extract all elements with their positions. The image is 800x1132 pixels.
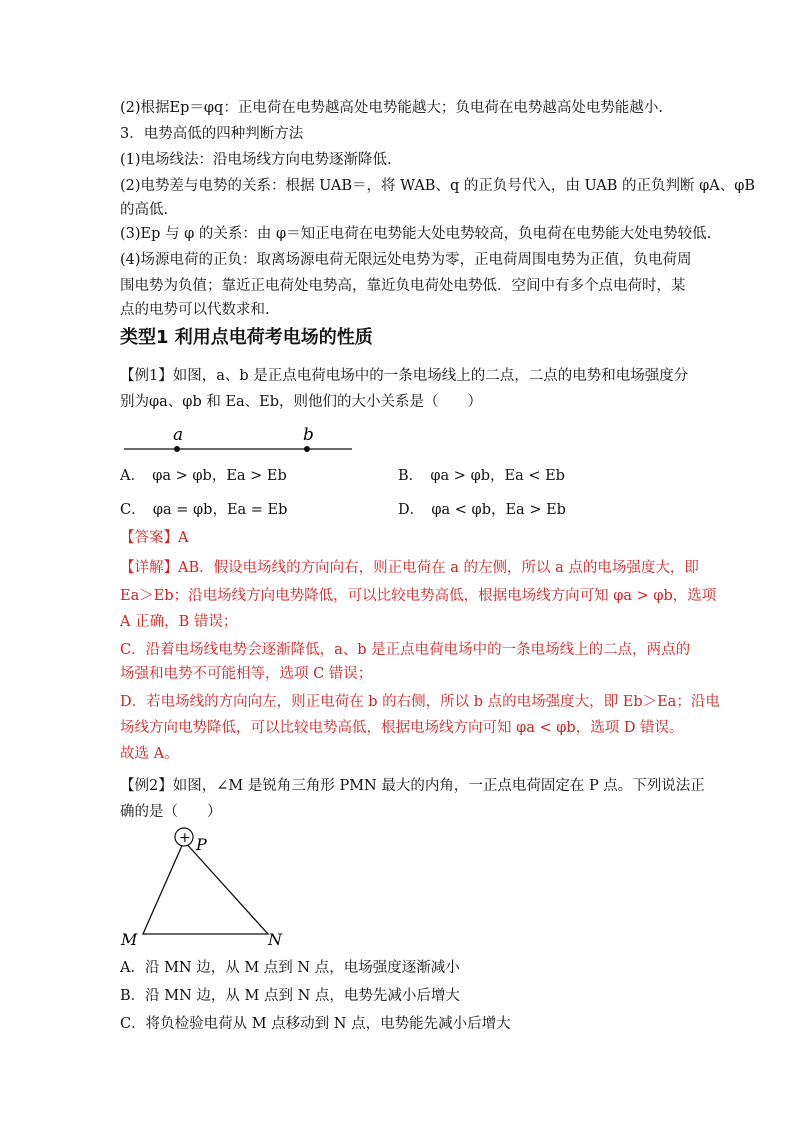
explanation-line: 场线方向电势降低，可以比较电势高低，根据电场线方向可知 φa < φb，选项 D 错误。 — [120, 720, 684, 736]
option-b: B．沿 MN 边，从 M 点到 N 点，电势先减小后增大 — [120, 988, 460, 1004]
example-2-question: 确的是（ ） — [120, 804, 222, 820]
option-a: A．沿 MN 边，从 M 点到 N 点，电场强度逐渐减小 — [120, 960, 460, 976]
explanation-line: 场强和电势不可能相等，选项 C 错误； — [120, 666, 373, 682]
explanation-line: A 正确，B 错误； — [120, 614, 238, 630]
point-p-label: P — [196, 835, 207, 854]
triangle-figure — [118, 824, 298, 950]
explanation-line: 故选 A。 — [120, 746, 179, 762]
text-line: (2)电势差与电势的关系：根据 UAB＝，将 WAB、q 的正负号代入，由 UAB 的正负判断 φA、φB — [120, 178, 756, 194]
point-a-label: a — [173, 425, 184, 445]
point-m-label: M — [121, 930, 138, 949]
charge-sign: + — [179, 830, 191, 846]
text-line: 的高低. — [120, 202, 169, 218]
example-2-question: 【例2】如图，∠M 是锐角三角形 PMN 最大的内角，一正点电荷固定在 P 点。下列说法正 — [120, 778, 705, 794]
option-c: C． φa = φb，Ea = Eb — [120, 502, 288, 518]
option-a: A． φa > φb，Ea > Eb — [120, 468, 287, 484]
point-n-label: N — [268, 930, 282, 949]
point-b-label: b — [303, 425, 314, 445]
section-title: 类型1 利用点电荷考电场的性质 — [120, 327, 373, 348]
explanation-line: C．沿着电场线电势会逐渐降低，a、b 是正点电荷电场中的一条电场线上的二点，两点的 — [120, 642, 691, 658]
text-line: 3．电势高低的四种判断方法 — [120, 126, 304, 142]
example-1-question: 【例1】如图，a、b 是正点电荷电场中的一条电场线上的二点，二点的电势和电场强度分 — [120, 368, 689, 384]
text-line: (1)电场线法：沿电场线方向电势逐渐降低. — [120, 152, 392, 168]
text-line: (2)根据Ep＝φq：正电荷在电势越高处电势能越大；负电荷在电势越高处电势能越小. — [120, 100, 663, 116]
text-line: (3)Ep 与 φ 的关系：由 φ＝知正电荷在电势能大处电势较高，负电荷在电势能大处电势较低. — [120, 226, 712, 242]
example-1-question: 别为φa、φb 和 Ea、Eb，则他们的大小关系是（ ） — [120, 394, 483, 410]
text-line: (4)场源电荷的正负：取离场源电荷无限远处电势为零，正电荷周围电势为正值，负电荷周 — [120, 252, 692, 268]
option-c: C．将负检验电荷从 M 点移动到 N 点，电势能先减小后增大 — [120, 1016, 511, 1032]
answer-line: 【答案】A — [120, 530, 189, 546]
explanation-line: 【详解】AB．假设电场线的方向向右，则正电荷在 a 的左侧，所以 a 点的电场强度大，即 — [120, 560, 699, 576]
text-line: 点的电势可以代数求和. — [120, 302, 270, 318]
option-d: D． φa < φb，Ea > Eb — [398, 502, 566, 518]
field-line-figure — [120, 418, 360, 458]
text-line: 围电势为负值；靠近正电荷处电势高，靠近负电荷处电势低．空间中有多个点电荷时，某 — [120, 278, 686, 294]
option-b: B． φa > φb，Ea < Eb — [398, 468, 565, 484]
explanation-line: D．若电场线的方向向左，则正电荷在 b 的右侧，所以 b 点的电场强度大，即 Eb＞Ea；沿电 — [120, 694, 720, 710]
explanation-line: Ea＞Eb；沿电场线方向电势降低，可以比较电势高低，根据电场线方向可知 φa > φb，选项 — [120, 588, 717, 604]
